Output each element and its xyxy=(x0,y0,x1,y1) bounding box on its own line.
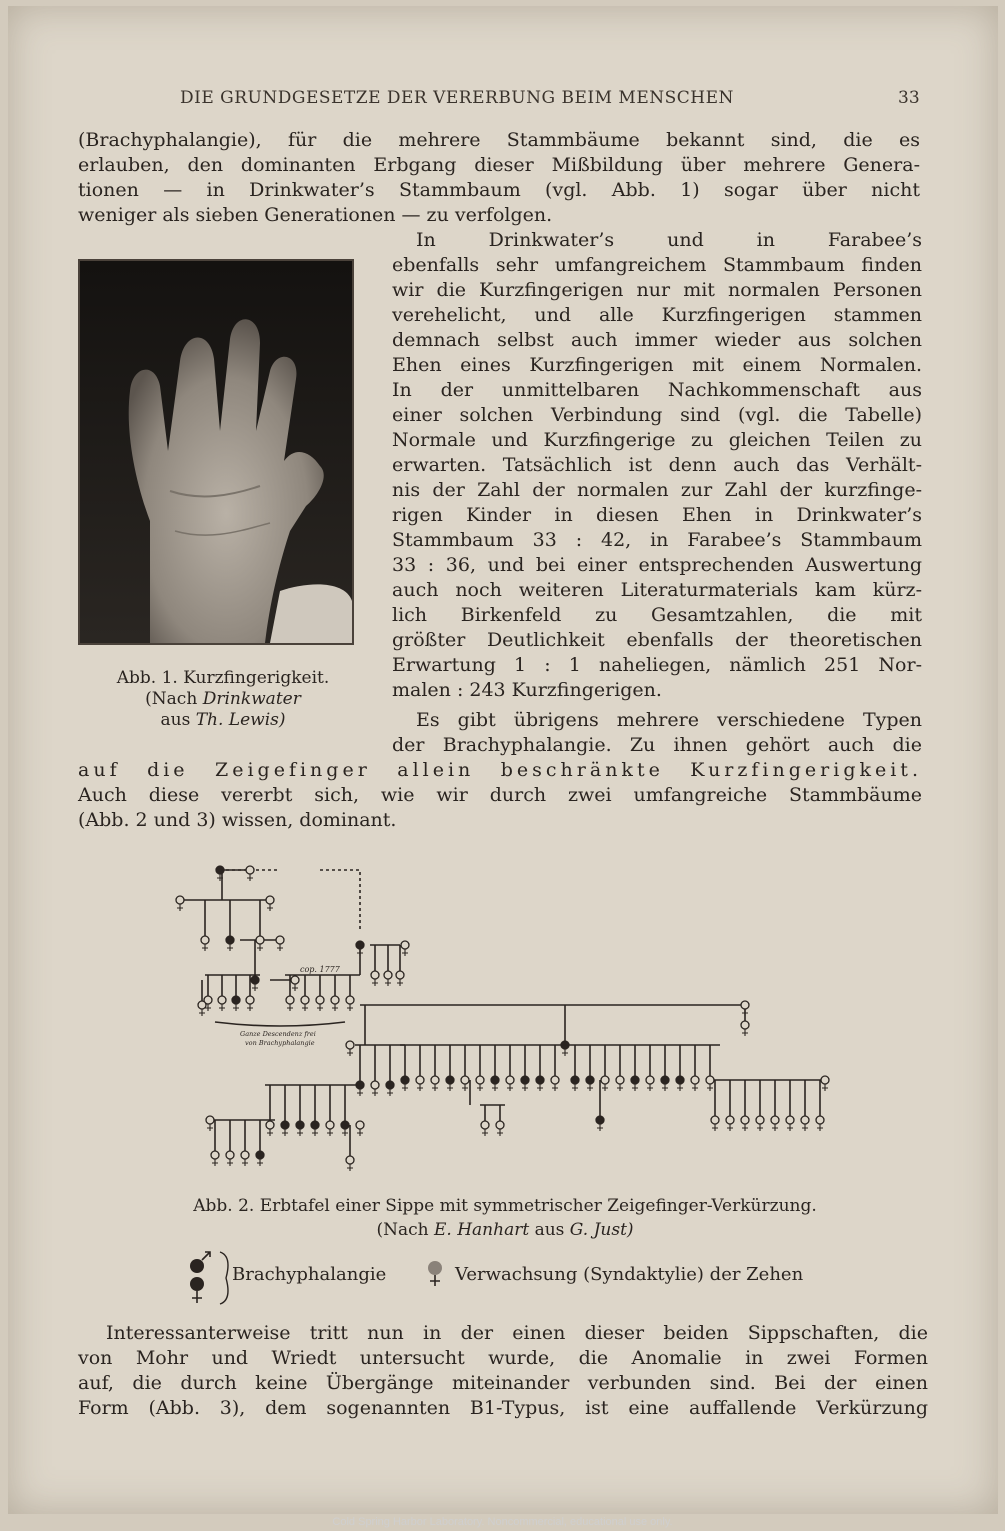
pedigree-individual xyxy=(346,1041,354,1049)
pedigree-sex-mark xyxy=(297,1129,303,1136)
pedigree-sex-mark xyxy=(402,949,408,956)
pedigree-individual xyxy=(446,1076,454,1084)
text-line: auf die Zeigefinger allein beschränkte Kurzfingerigkeit. xyxy=(78,759,922,781)
pedigree-individual xyxy=(211,1151,219,1159)
text-line: rigen Kinder in diesen Ehen in Drinkwater’s xyxy=(392,504,922,526)
text-line: Stammbaum 33 : 42, in Farabee’s Stammbaum xyxy=(392,529,922,551)
pedigree-individual xyxy=(232,996,240,1004)
pedigree-sex-mark xyxy=(257,1159,263,1166)
text-line: der Brachyphalangie. Zu ihnen gehört auch die xyxy=(392,734,922,756)
pedigree-sex-mark xyxy=(552,1084,558,1091)
pedigree-sex-mark xyxy=(492,1084,498,1091)
pedigree-legend xyxy=(180,1248,860,1308)
pedigree-sex-mark xyxy=(562,1049,568,1056)
pedigree-individual xyxy=(561,1041,569,1049)
pedigree-individual xyxy=(311,1121,319,1129)
pedigree-sex-mark xyxy=(227,944,233,951)
running-title: DIE GRUNDGESETZE DER VERERBUNG BEIM MENSCHEN xyxy=(180,88,734,108)
pedigree-sex-mark xyxy=(537,1084,543,1091)
fig1-caption-source: Th. Lewis) xyxy=(195,710,286,730)
pedigree-individual xyxy=(346,1156,354,1164)
pedigree-sex-mark xyxy=(219,1004,225,1011)
pedigree-individual xyxy=(356,941,364,949)
pedigree-sex-mark xyxy=(372,1089,378,1096)
text-line: Es gibt übrigens mehrere verschiedene Typen xyxy=(416,709,922,731)
pedigree-sex-mark xyxy=(602,1084,608,1091)
pedigree-sex-mark xyxy=(692,1084,698,1091)
pedigree-bracket-note: Ganze Descendenz frei xyxy=(240,1030,316,1038)
text-line: erwarten. Tatsächlich ist denn auch das Verhält- xyxy=(392,454,922,476)
pedigree-note: cop. 1777 xyxy=(300,965,340,974)
pedigree-individual xyxy=(756,1116,764,1124)
text-line: Normale und Kurzfingerige zu gleichen Teilen zu xyxy=(392,429,922,451)
pedigree-sex-mark xyxy=(632,1084,638,1091)
text-line: Auch diese vererbt sich, wie wir durch zwei umfangreiche Stammbäume xyxy=(78,784,922,806)
pedigree-individual xyxy=(676,1076,684,1084)
pedigree-individual xyxy=(401,941,409,949)
pedigree-individual xyxy=(356,1081,364,1089)
pedigree-sex-mark xyxy=(572,1084,578,1091)
pedigree-sex-mark xyxy=(757,1124,763,1131)
pedigree-individual xyxy=(384,971,392,979)
pedigree-individual xyxy=(616,1076,624,1084)
pedigree-individual xyxy=(596,1116,604,1124)
pedigree-sex-mark xyxy=(233,1004,239,1011)
pedigree-individual xyxy=(276,936,284,944)
pedigree-individual xyxy=(396,971,404,979)
pedigree-sex-mark xyxy=(372,979,378,986)
pedigree-sex-mark xyxy=(212,1159,218,1166)
pedigree-sex-mark xyxy=(727,1124,733,1131)
pedigree-individual xyxy=(741,1021,749,1029)
pedigree-sex-mark xyxy=(357,1089,363,1096)
pedigree-sex-mark xyxy=(787,1124,793,1131)
text-line: auf, die durch keine Übergänge miteinander verbunden sind. Bei der einen xyxy=(78,1372,928,1394)
pedigree-individual xyxy=(711,1116,719,1124)
pedigree-individual xyxy=(286,996,294,1004)
pedigree-individual xyxy=(401,1076,409,1084)
pedigree-sex-mark xyxy=(342,1129,348,1136)
page-number: 33 xyxy=(898,88,920,108)
pedigree-individual xyxy=(246,996,254,1004)
pedigree-sex-mark xyxy=(817,1124,823,1131)
pedigree-individual xyxy=(586,1076,594,1084)
pedigree-individual xyxy=(631,1076,639,1084)
fig1-caption-line xyxy=(78,689,368,710)
pedigree-individual xyxy=(216,866,224,874)
pedigree-individual xyxy=(571,1076,579,1084)
pedigree-individual xyxy=(741,1001,749,1009)
pedigree-sex-mark xyxy=(387,1089,393,1096)
pedigree-individual xyxy=(241,1151,249,1159)
pedigree-individual xyxy=(291,976,299,984)
pedigree-individual xyxy=(201,936,209,944)
pedigree-individual xyxy=(246,866,254,874)
fig1-caption-author: Drinkwater xyxy=(202,689,301,709)
pedigree-sex-mark xyxy=(802,1124,808,1131)
pedigree-sex-mark xyxy=(447,1084,453,1091)
pedigree-sex-mark xyxy=(357,1129,363,1136)
pedigree-individual xyxy=(491,1076,499,1084)
pedigree-sex-mark xyxy=(385,979,391,986)
pedigree-individual xyxy=(461,1076,469,1084)
text-line: erlauben, den dominanten Erbgang dieser Mißbildung über mehrere Genera- xyxy=(78,154,920,176)
fig2-caption-text: (Nach xyxy=(376,1220,434,1240)
fig1-caption-line xyxy=(78,710,368,731)
pedigree-individual xyxy=(226,1151,234,1159)
pedigree-individual xyxy=(251,976,259,984)
text-line: ebenfalls sehr umfangreichem Stammbaum finden xyxy=(392,254,922,276)
pedigree-sex-mark xyxy=(462,1084,468,1091)
text-line: verehelicht, und alle Kurzfingerigen stammen xyxy=(392,304,922,326)
text-line: Form (Abb. 3), dem sogenannten B1-Typus, ist eine auffallende Verkürzung xyxy=(78,1397,928,1419)
pedigree-individual xyxy=(481,1121,489,1129)
pedigree-individual xyxy=(741,1116,749,1124)
pedigree-individual xyxy=(226,936,234,944)
pedigree-individual xyxy=(346,996,354,1004)
pedigree-individual xyxy=(821,1076,829,1084)
pedigree-sex-mark xyxy=(242,1159,248,1166)
fig1-caption-text: aus xyxy=(160,710,196,730)
pedigree-sex-mark xyxy=(267,904,273,911)
text-line: auch noch weiteren Literaturmaterials kam kürz- xyxy=(392,579,922,601)
pedigree-individual xyxy=(726,1116,734,1124)
pedigree-individual xyxy=(601,1076,609,1084)
pedigree-individual xyxy=(646,1076,654,1084)
fig2-caption-source: G. Just) xyxy=(569,1220,634,1240)
pedigree-sex-mark xyxy=(432,1084,438,1091)
text-line: größter Deutlichkeit ebenfalls der theoretischen xyxy=(392,629,922,651)
pedigree-individual xyxy=(521,1076,529,1084)
text-line: (Abb. 2 und 3) wissen, dominant. xyxy=(78,809,397,831)
pedigree-sex-mark xyxy=(417,1084,423,1091)
pedigree-individual xyxy=(816,1116,824,1124)
text-line: von Mohr und Wriedt untersucht wurde, die Anomalie in zwei Formen xyxy=(78,1347,928,1369)
pedigree-sex-mark xyxy=(332,1004,338,1011)
pedigree-sex-mark xyxy=(202,944,208,951)
text-line: Erwartung 1 : 1 naheliegen, nämlich 251 Nor- xyxy=(392,654,922,676)
pedigree-sex-mark xyxy=(587,1084,593,1091)
pedigree-sex-mark xyxy=(312,1129,318,1136)
pedigree-individual xyxy=(176,896,184,904)
pedigree-individual xyxy=(326,1121,334,1129)
pedigree-individual xyxy=(476,1076,484,1084)
text-line: wir die Kurzfingerigen nur mit normalen Personen xyxy=(392,279,922,301)
pedigree-sex-mark xyxy=(742,1009,748,1016)
pedigree-individual xyxy=(206,1116,214,1124)
fig2-caption xyxy=(100,1194,910,1242)
pedigree-sex-mark xyxy=(302,1004,308,1011)
fig2-caption-line: Abb. 2. Erbtafel einer Sippe mit symmetrischer Zeigefinger-Verkürzung. xyxy=(193,1196,817,1216)
text-line: In Drinkwater’s und in Farabee’s xyxy=(416,229,922,251)
text-line: tionen — in Drinkwater’s Stammbaum (vgl. Abb. 1) sogar über nicht xyxy=(78,179,920,201)
pedigree-sex-mark xyxy=(277,944,283,951)
pedigree-sex-mark xyxy=(507,1084,513,1091)
legend-syndaktylie-symbol xyxy=(420,1256,450,1296)
text-line: malen : 243 Kurzfingerigen. xyxy=(392,679,662,701)
pedigree-sex-mark xyxy=(677,1084,683,1091)
pedigree-individual xyxy=(256,936,264,944)
pedigree-individual xyxy=(316,996,324,1004)
fig1-caption-line: Abb. 1. Kurzfingerigkeit. xyxy=(116,668,330,688)
pedigree-individual xyxy=(431,1076,439,1084)
pedigree-individual xyxy=(506,1076,514,1084)
pedigree-individual xyxy=(301,996,309,1004)
pedigree-sex-mark xyxy=(247,1004,253,1011)
pedigree-symbols xyxy=(176,866,829,1171)
pedigree-sex-mark xyxy=(357,949,363,956)
pedigree-individual xyxy=(706,1076,714,1084)
pedigree-individual xyxy=(296,1121,304,1129)
pedigree-sex-mark xyxy=(199,1009,205,1016)
pedigree-sex-mark xyxy=(252,984,258,991)
pedigree-sex-mark xyxy=(522,1084,528,1091)
pedigree-individual xyxy=(371,1081,379,1089)
pedigree-individual xyxy=(331,996,339,1004)
hand-photograph xyxy=(78,259,354,645)
pedigree-sex-mark xyxy=(662,1084,668,1091)
pedigree-sex-mark xyxy=(397,979,403,986)
pedigree-sex-mark xyxy=(347,1049,353,1056)
pedigree-sex-mark xyxy=(707,1084,713,1091)
pedigree-sex-mark xyxy=(772,1124,778,1131)
pedigree-sex-mark xyxy=(247,874,253,881)
pedigree-individual xyxy=(256,1151,264,1159)
pedigree-individual xyxy=(266,1121,274,1129)
hand-image xyxy=(80,261,352,643)
pedigree-sex-mark xyxy=(177,904,183,911)
pedigree-individual xyxy=(771,1116,779,1124)
footer-credit: Cold Spring Harbor Laboratory. Noncommercial, educational use only. xyxy=(332,1516,673,1528)
pedigree-sex-mark xyxy=(402,1084,408,1091)
pedigree-sex-mark xyxy=(742,1124,748,1131)
pedigree-sex-mark xyxy=(207,1124,213,1131)
text-line: In der unmittelbaren Nachkommenschaft aus xyxy=(392,379,922,401)
pedigree-individual xyxy=(266,896,274,904)
text-line: einer solchen Verbindung sind (vgl. die Tabelle) xyxy=(392,404,922,426)
text-line: weniger als sieben Generationen — zu verfolgen. xyxy=(78,204,553,226)
fig2-caption-text: aus xyxy=(529,1220,570,1240)
text-line: (Brachyphalangie), für die mehrere Stammbäume bekannt sind, die es xyxy=(78,129,920,151)
text-line: lich Birkenfeld zu Gesamtzahlen, die mit xyxy=(392,604,922,626)
pedigree-sex-mark xyxy=(822,1084,828,1091)
pedigree-individual xyxy=(281,1121,289,1129)
pedigree-sex-mark xyxy=(317,1004,323,1011)
pedigree-sex-mark xyxy=(347,1004,353,1011)
pedigree-individual xyxy=(218,996,226,1004)
pedigree-sex-mark xyxy=(267,1129,273,1136)
pedigree-sex-mark xyxy=(742,1029,748,1036)
pedigree-sex-mark xyxy=(287,1004,293,1011)
legend-syndaktylie-label: Verwachsung (Syndaktylie) der Zehen xyxy=(455,1264,804,1285)
pedigree-individual xyxy=(386,1081,394,1089)
pedigree-sex-mark xyxy=(227,1159,233,1166)
pedigree-sex-mark xyxy=(347,1164,353,1171)
pedigree-sex-mark xyxy=(497,1129,503,1136)
pedigree-sex-mark xyxy=(292,984,298,991)
pedigree-individual xyxy=(536,1076,544,1084)
pedigree-sex-mark xyxy=(712,1124,718,1131)
pedigree-sex-mark xyxy=(282,1129,288,1136)
text-line: demnach selbst auch immer wieder aus solchen xyxy=(392,329,922,351)
pedigree-individual xyxy=(661,1076,669,1084)
pedigree-sex-mark xyxy=(617,1084,623,1091)
fig1-caption-text: (Nach xyxy=(145,689,203,709)
pedigree-individual xyxy=(198,1001,206,1009)
pedigree-sex-mark xyxy=(647,1084,653,1091)
pedigree-sex-mark xyxy=(327,1129,333,1136)
pedigree-individual xyxy=(416,1076,424,1084)
pedigree-sex-mark xyxy=(477,1084,483,1091)
pedigree-individual xyxy=(801,1116,809,1124)
pedigree-bracket-note: von Brachyphalangie xyxy=(245,1039,315,1047)
text-line: 33 : 36, und bei einer entsprechenden Auswertung xyxy=(392,554,922,576)
fig1-caption xyxy=(78,668,368,731)
pedigree-individual xyxy=(341,1121,349,1129)
text-line: Ehen eines Kurzfingerigen mit einem Normalen. xyxy=(392,354,922,376)
pedigree-individual xyxy=(786,1116,794,1124)
pedigree-diagram xyxy=(160,850,850,1175)
text-line: nis der Zahl der normalen zur Zahl der kurzfinge- xyxy=(392,479,922,501)
pedigree-sex-mark xyxy=(257,944,263,951)
pedigree-individual xyxy=(356,1121,364,1129)
pedigree-sex-mark xyxy=(482,1129,488,1136)
pedigree-sex-mark xyxy=(597,1124,603,1131)
pedigree-individual xyxy=(496,1121,504,1129)
legend-brachy-symbols xyxy=(180,1248,240,1308)
fig2-caption-author: E. Hanhart xyxy=(434,1220,530,1240)
pedigree-individual xyxy=(371,971,379,979)
pedigree-individual xyxy=(551,1076,559,1084)
text-line: Interessanterweise tritt nun in der einen dieser beiden Sippschaften, die xyxy=(106,1322,928,1344)
fig2-caption-line xyxy=(100,1218,910,1242)
pedigree-individual xyxy=(691,1076,699,1084)
legend-brachy-label: Brachyphalangie xyxy=(232,1264,387,1285)
